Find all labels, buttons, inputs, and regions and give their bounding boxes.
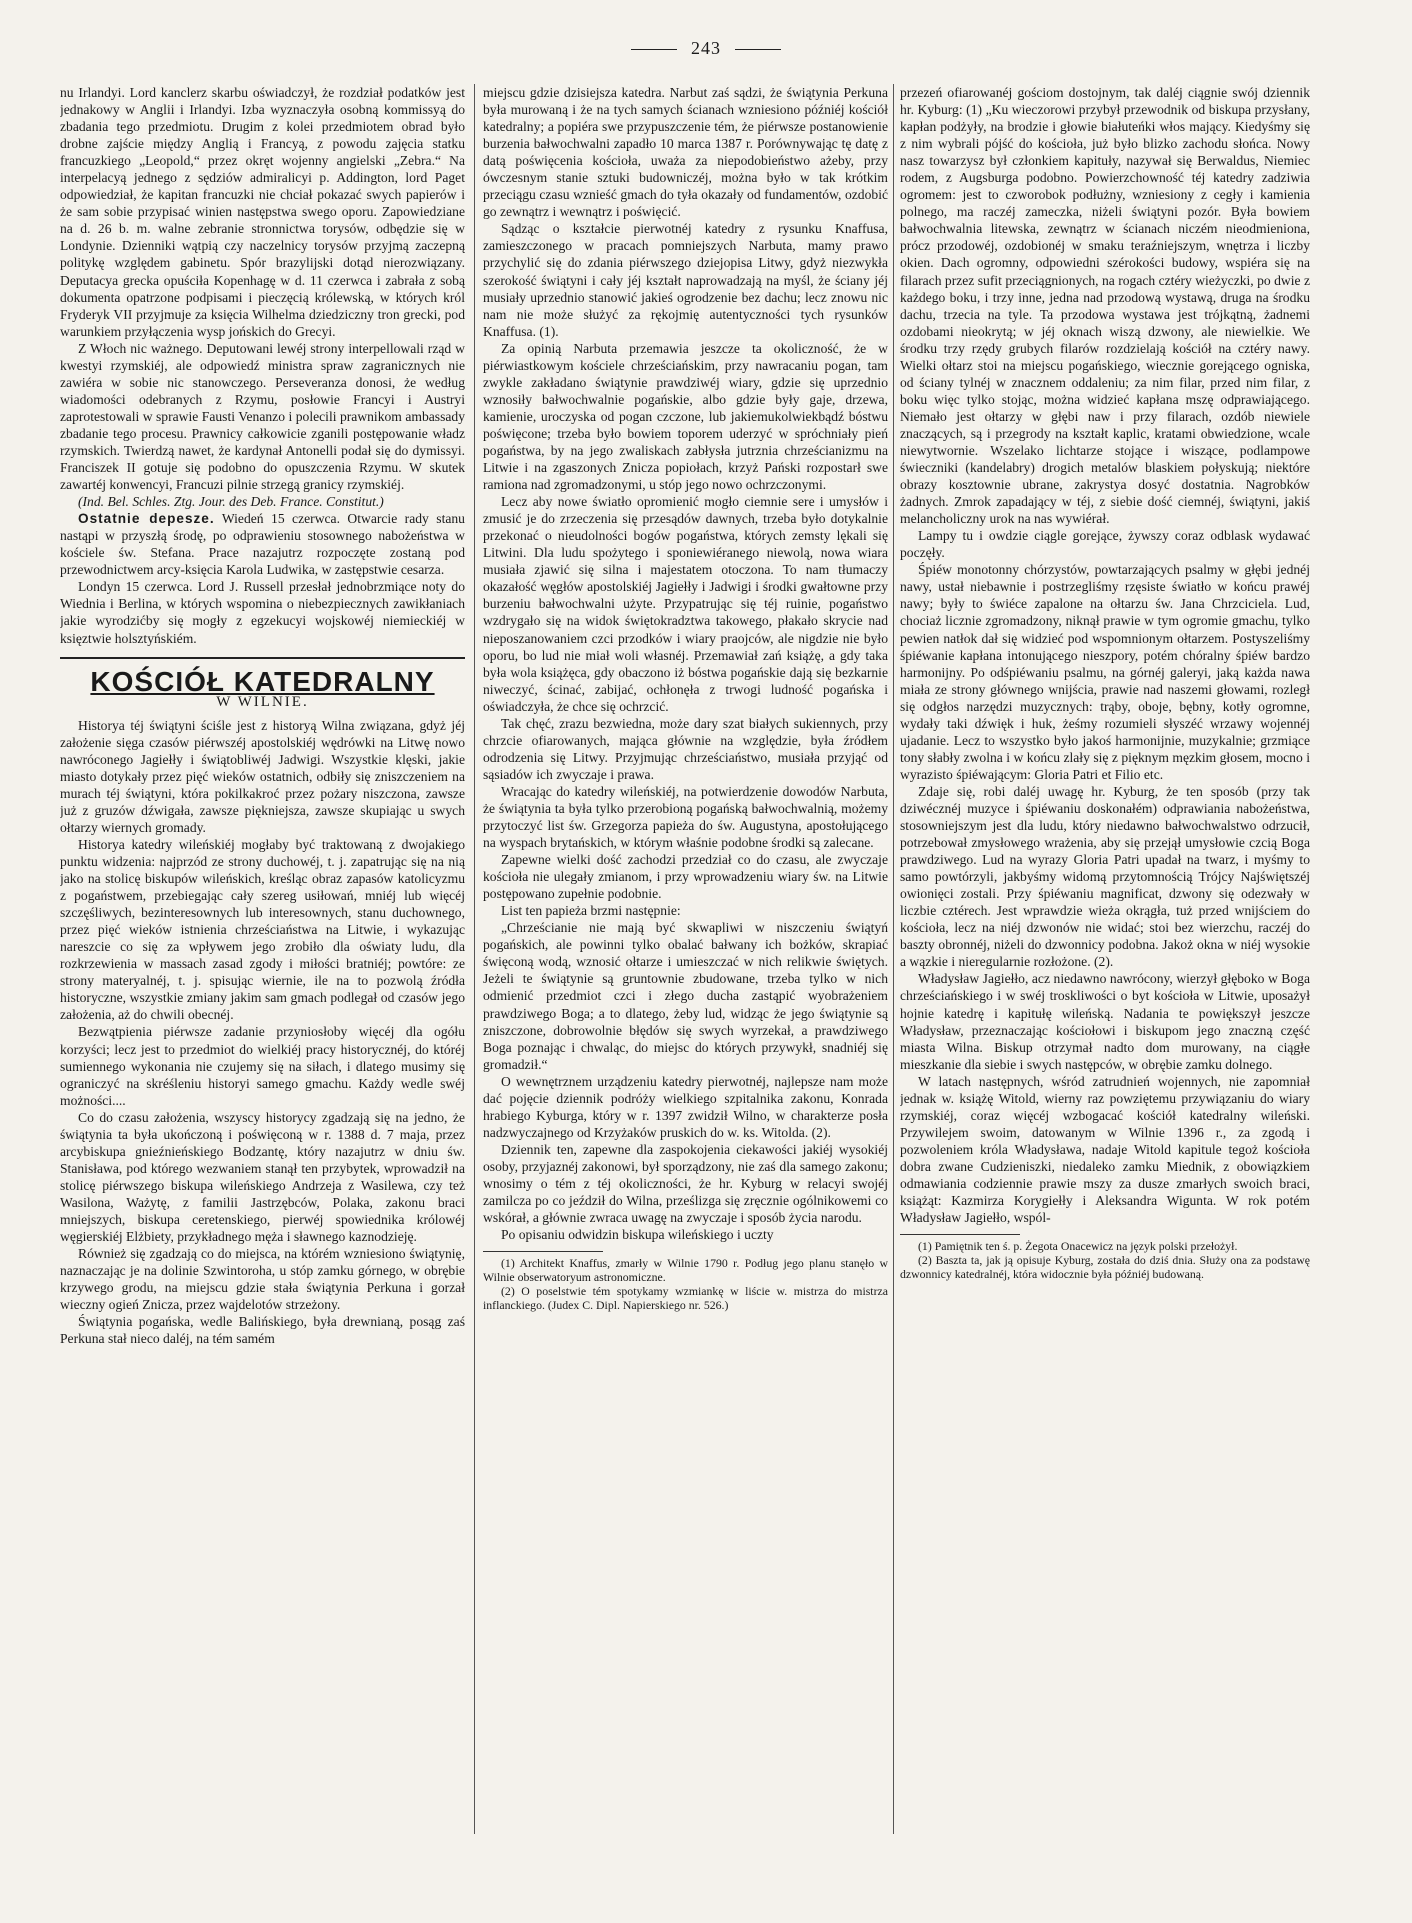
article-title: KOŚCIÓŁ KATEDRALNY — [90, 665, 435, 697]
article-paragraph: Świątynia pogańska, wedle Balińskiego, była drewnianą, posąg zaś Perkuna stał nieco daléj, na tém samém — [60, 1314, 465, 1347]
header-rule-right — [735, 49, 781, 50]
article-paragraph: miejscu gdzie dzisiejsza katedra. Narbut zaś sądzi, że świątynia Perkuna była murowaną i że na tych samych ścianach wzniesiono późniéj kościół katedralny; a popiéra swe przypuszczenie tém, że piérwsze postanowienie burzenia bałwochwalni zapadło 10 marca 1387 r. Porównywając tę datę z datą poświęcenia kościoła, uważa za niepodobieństwo ażeby, przy ówczesnym stanie sztuki budowniczéj, można było w tak krótkim przeciągu czasu wznieść gmach do tyła okazały od fundamentów, ozdobić go zewnątrz i wewnątrz i poświęcić. — [483, 85, 888, 220]
news-paragraph: nu Irlandyi. Lord kanclerz skarbu oświadczył, że rozdział podatków jest jednakowy w Anglii i Irlandyi. Izba wyznaczyła osobną kommissyą do zbadania tego przedmiotu. Drugim z kolei przedmiotem obrad było drobne zajście między Anglią i Francyą, z powodu zajęcia statku francuzkiego „Leopold,“ przez okręt wojenny angielski „Zebra.“ Na interpelacyą jednego z sędziów admiralicyi p. Addington, lord Paget odpowiedział, że kapitan francuzki nie chciał pokazać swych papierów i że sam sobie przypisać winien następstwa swego oporu. Zapowiedziane na d. 26 b. m. walne zebranie stronnictwa torysów, odbędzie się w Londynie. Dzienniki wątpią czy naczelnicy torysów przyjmą zaczepną politykę względem gabinetu. Spór brazylijski dotąd nierozwiązany. Deputacya grecka opuściła Kopenhagę w d. 11 czerwca i zabrała z sobą dokumenta opatrzone podpisami i pieczęcią królewską, w których król Fryderyk VII przyjmuje za księcia Wilhelma dziedziczny tron grecki, pod warunkiem przyłączenia wysp jońskich do Grecyi. — [60, 85, 465, 339]
article-paragraph: Dziennik ten, zapewne dla zaspokojenia ciekawości jakiéj wysokiéj osoby, przyjaznéj zakonowi, był sporządzony, nie zaś dla samego zakonu; wnosimy o tém z téj okoliczności, że hr. Kyburg w relacyi swojéj zamilcza po co jeździł do Wilna, prześlizga się zręcznie ogólnikowemi co wskórał, a głównie zwraca uwagę na zwyczaje i sposób życia narodu. — [483, 1141, 888, 1226]
footnote-rule — [900, 1234, 1020, 1235]
footnote: (2) O poselstwie tém spotykamy wzmiankę w liście w. mistrza do mistrza inflanckiego. (Judex C. Dipl. Napierskiego nr. 526.) — [483, 1284, 888, 1313]
column-2 — [483, 84, 888, 1834]
footnote-rule — [483, 1251, 603, 1252]
article-paragraph: W latach następnych, wśród zatrudnień wojennych, nie zapomniał jednak w. książę Witold, wierny raz powziętemu przywiązaniu do wiary rzymskiéj, coraz więcéj wzbogacać kościół katedralny wileński. Przywilejem swoim, datowanym w Wilnie 1396 r., za zgodą i pozwoleniem króla Władysława, nadaje Witold kapitule tegoż kościoła dobra zwane Cudzieniszki, niedaleko zamku Miednik, z obowiązkiem odmawiania codziennie prawie mszy za dusze zmarłych swoich braci, książąt: Kazmirza Korygiełły i Aleksandra Wigunta. W rok potém Władysław Jagiełło, wspól- — [900, 1073, 1310, 1226]
article-paragraph: Po opisaniu odwidzin biskupa wileńskiego i uczty — [501, 1227, 774, 1243]
article-paragraph: Również się zgadzają co do miejsca, na którém wzniesiono świątynię, naznaczając je na dolinie Szwintoroha, u stóp zamku górnego, w obrębie krzywego grodu, na miejscu gdzie stała świątynia Perkuna i gorzał wieczny ogień Znicza, przez wajdelotów strzeżony. — [60, 1246, 465, 1313]
column-3 — [900, 84, 1310, 1834]
article-paragraph: Za opinią Narbuta przemawia jeszcze ta okoliczność, że w piérwiastkowym kościele chrześciańskim, przy nawracaniu pogan, tam zwykle zakładano świątynie prawdziwéj wiary, gdzie się uprzednio wznosiły bałwochwalnie pogańskie, albo gdzie były gaje, drzewa, kamienie, uroczyska od pogan czczone, lub jakiemukolwiekbądź bóstwu poświęcone; trzeba było bowiem toporem uderzyć w spróchniały pień pogaństwa, by na jego zwaliskach zabłysła jutrznia chrześcianizmu na Litwie i na zgaszonych Znicza popiołach, krzyż Pański rozpostarł swe ramiona nad zgromadzonymi, u stóp jego nowo ochrzczonymi. — [483, 340, 888, 493]
section-divider — [60, 657, 465, 659]
article-paragraph: Lampy tu i owdzie ciągle gorejące, żywszy coraz odblask wydawać poczęły. — [900, 528, 1310, 561]
dispatches-label: Ostatnie depesze. — [78, 511, 215, 527]
page-number-text: 243 — [691, 38, 721, 58]
article-paragraph: Historya katedry wileńskiéj mogłaby być traktowaną z dwojakiego punktu widzenia: najprzód ze strony duchowéj, t. j. zapatrując się na nią jako na stolicę biskupów wileńskich, kreśląc obraz zapasów katolicyzmu z pogaństwem, przebiegając cały szereg usiłowań, mniéj lub więcéj szczęśliwych, bezinteresownych lub interesownych, stanu duchownego, przez pięć wieków istnienia chrześciaństwa na Litwie, i wykazując nareszcie co się za wpływem jego zrobiło dla oświaty ludu, dla rozkrzewienia w massach zasad zgody i miłości bratniéj; powtóre: ze strony materyalnéj, t. j. spisując wiernie, ile na to pozwolą źródła historyczne, wszystkie zmiany jakim sam gmach podlegał od czasów jego założenia, aż do chwili obecnéj. — [60, 836, 465, 1023]
news-source — [60, 493, 465, 510]
article-paragraph: Władysław Jagiełło, acz niedawno nawrócony, wierzył głęboko w Boga chrześciańskiego i w swéj troskliwości o byt kościoła w Litwie, uposażył hojnie katedrę i kapitułę wileńską. Nadania te powiększył jeszcze Władysław, przeznaczając kościołowi i biskupom jego znaczną część miasta Wilna. Biskup otrzymał nadto dom murowany, na ciągłe mieszkanie dla siebie i swych następców, w obrębie zamku dolnego. — [900, 971, 1310, 1072]
column-rule-1 — [474, 84, 475, 1834]
article-paragraph: Historya téj świątyni ściśle jest z historyą Wilna związana, gdyż jéj założenie sięga czasów piérwszéj apostolskiéj wędrówki na Litwę nowo nawróconego Jagiełły i świątobliwéj Jadwigi. Wszystkie klęski, jakie miasto dotykały przez pięć wieków ostatnich, odbiły się zniszczeniem na murach téj świątyni, która pokilkakroć przez pożary niszczona, zawsze już z gruzów dźwigała, zawsze piękniejsza, zawsze skupiając u swych ołtarzy wiernych gromady. — [60, 717, 465, 835]
page-number — [0, 38, 1412, 59]
dispatches-text: Wiedeń 15 czerwca. Otwarcie rady stanu nastąpi w przyszłą środę, po odprawieniu stosownego nabożeństwa w kościele św. Stefana. Prace nazajutrz rozpoczęte zostaną pod przewodnictwem arcy-księcia Karola Ludwika, w zastępstwie cesarza. — [60, 511, 465, 578]
header-rule-left — [631, 49, 677, 50]
quoted-letter: „Chrześcianie nie mają być skwapliwi w niszczeniu świątyń pogańskich, ale powinni tylko obalać bałwany ich bożków, skrapiać święconą wodą, wznosić ołtarze i umieszczać w nich relikwie świętych. Jeżeli te świątynie są gruntownie zbudowane, trzeba tylko w nich odmienić przedmiot czci i złego ducha zastąpić wyobrażeniem prawdziwego Boga; a to dlatego, żeby lud, widząc że jego świątynie są zniszczone, dobrowolnie błędów się swych wyrzekał, a prawdziwego Boga poznając i chwaląc, do miejsc do których przywykł, snadniéj się gromadził.“ — [483, 920, 888, 1072]
column-1 — [60, 84, 465, 1834]
article-paragraph: Co do czasu założenia, wszyscy historycy zgadzają się na jedno, że świątynia ta była ukończoną i poświęconą w r. 1388 d. 7 maja, przez arcybiskupa gnieźnieńskiego Bodzantę, który nazajutrz w dniu św. Stanisława, pod którego wezwaniem stanął ten przybytek, wprowadził na stolicę piérwszego biskupa wileńskiego Andrzeja z Wasilewa, czy też Wasilona, Ważytę, z familii Jastrzębców, Polaka, zakonu braci mniejszych, biskupa ceretenskiego, pierwéj spowiednika królowéj węgierskiéj Elżbiety, przykładnego męża i sławnego kaznodzieję. — [60, 1109, 465, 1245]
news-paragraph: Londyn 15 czerwca. Lord J. Russell przesłał jednobrzmiące noty do Wiednia i Berlina, w których wspomina o niebezpiecznych zawikłaniach jakie wyrodzićby się mogły z egzekucyi wojskowéj niemieckiéj w księztwie holsztyńskiém. — [60, 579, 465, 646]
article-paragraph: O wewnętrznem urządzeniu katedry pierwotnéj, najlepsze nam może dać pojęcie dziennik podróży wielkiego szpitalnika zakonu, Konrada hrabiego Kyburga, który w r. 1397 zwidził Wilno, w charakterze posła nadzwyczajnego od Krzyżaków pruskich do w. ks. Witolda. (2). — [483, 1073, 888, 1140]
latest-dispatches — [60, 510, 465, 578]
source-text: (Ind. Bel. Schles. Ztg. Jour. des Deb. France. Constitut.) — [78, 494, 384, 510]
article-paragraph: List ten papieża brzmi następnie: — [501, 903, 681, 919]
article-paragraph: Tak chęć, zrazu bezwiedna, może dary szat białych sukiennych, przy chrzcie ofiarowanych, mająca głównie na względzie, była źródłem odrodzenia się Litwy. Przyjmując chrześciaństwo, musiała przyjąć od sąsiadów ich zwyczaje i prawa. — [483, 715, 888, 782]
article-paragraph: Bezwątpienia piérwsze zadanie przyniosłoby więcéj dla ogółu korzyści; lecz jest to przedmiot do wielkiéj pracy historycznéj, do któréj sumiennego wykonania nie czujemy się na siłach, i dlatego musimy się ograniczyć na skréśleniu historyi samego gmachu. Każdy wedle swéj możności.... — [60, 1024, 465, 1108]
footnote: (1) Architekt Knaffus, zmarły w Wilnie 1790 r. Podług jego planu stanęło w Wilnie obserwatoryum astronomiczne. — [483, 1256, 888, 1285]
article-paragraph: Zapewne wielki dość zachodzi przedział co do czasu, ale zwyczaje kościoła nie ulegały zmianom, i przy wprowadzeniu wiary św. na Litwie postępowano zupełnie podobnie. — [483, 852, 888, 902]
news-paragraph: Z Włoch nic ważnego. Deputowani lewéj strony interpellowali rząd w kwestyi rzymskiéj, ale odpowiedź ministra spraw zagranicznych nie zawiéra w sobie nic stanowczego. Perseveranza donosi, że według wiadomości odebranych z Rzymu, posłowie Francyi i Austryi zaprotestowali w sprawie Fausti Venanzo i polecili prawnikom ambassady zbadanie tego procesu. Prawnicy całkowicie zganili postępowanie władz rzymskich. Twierdzą nawet, że kardynał Antonelli podał się do dymissyi. Franciszek II gotuje się podobno do opuszczenia Rzymu. W skutek zawartéj konwencyi, Francuzi pilnie strzegą granicy rzymskiéj. — [60, 340, 465, 493]
article-paragraph: Śpiéw monotonny chórzystów, powtarzających psalmy w głębi jednéj nawy, ustał niebawnie i postrzegliśmy rzęsiste światło w końcu prawéj nawy; były to świéce zapalone na ołtarzu św. Jana Chrzciciela. Lud, chociaż licznie zgromadzony, niknął prawie w tym ogromie gmachu, tylko pewien natłok dał się widzieć pod wspomnionym ołtarzem. Postyszeliśmy śpiéwanie kapłana intonującego nieszpory, potém chóralny śpiéw bardzo harmonijny. Po odśpiéwaniu psalmu, na górnéj galeryi, jaką każda nawa miała ze strony głównego wnijścia, prawie nad naszemi głowami, rozległ się odgłos narzędzi muzycznych: trąby, oboje, bębny, kotły ogromne, wydały taki dźwięk i huk, żeśmy rozumieli słyszéć wrzawy wojennéj ujadanie. Lecz to wszystko było jakoś harmonijnie, muzykalnie; grzmiące tony słabły zwolna i w końcu zlały się z pięknym męzkim głosem, mocno i wyrazisto śpiéwającym: Gloria Patri et Filio etc. — [900, 562, 1310, 782]
article-paragraph: Wracając do katedry wileńskiéj, na potwierdzenie dowodów Narbuta, że świątynia ta była tylko przerobioną pogańską bałwochwalnią, możemy przytoczyć list św. Grzegorza papieża do św. Augustyna, apostołującego na wyspach brytańskich, w którym właśnie podobne środki są zalecane. — [483, 783, 888, 851]
article-paragraph: Zdaje się, robi daléj uwagę hr. Kyburg, że ten sposób (przy tak dziwécznéj muzyce i śpiéwaniu doskonałém) odprawiania nabożeństwa, stosowniejszym jest dla ludu, który niedawno bałwochwalstwo odrzucił, potrzebował zmysłowego wrażenia, aby się przejął umysłowie czcią Boga prawdziwego. Lud na wyrazy Gloria Patri upadał na twarz, i myśmy to samo powtórzyli, jakbyśmy widomą przytomnością Trójcy Najświętszéj owionięci zostali. Przy śpiéwaniu magnificat, dzwony się odezwały w liczbie cztérech. Jest wprawdzie wieża okrągła, tuż przed wnijściem do kościoła, lecz na niéj dzwonów nie widać; stoi bez wierzchu, raczéj do baszty obronnéj, niżeli do dzwonnicy podobna. Jakoż okna w niéj wysokie a wązkie i nieregularnie rozłożone. (2). — [900, 783, 1310, 970]
article-paragraph: Sądząc o kształcie pierwotnéj katedry z rysunku Knaffusa, zamieszczonego w pracach pomniejszych Narbuta, mamy prawo przychylić się do zdania piérwszego dziejopisa Litwy, gdyż niezwykła szerokość świątyni i cały jéj kształt naprowadzają na myśl, że ściany jéj musiały uprzednio stanowić jakieś ogrodzenie bez dachu; lecz znowu nic nam nie może służyć za rękojmię autentyczności tych rysunków Knaffusa. (1). — [483, 221, 888, 339]
footnote: (2) Baszta ta, jak ją opisuje Kyburg, została do dziś dnia. Służy ona za podstawę dzwonnicy katedralnéj, która widocznie była późniéj budowaną. — [900, 1253, 1310, 1282]
footnote: (1) Pamiętnik ten ś. p. Żegota Onacewicz na język polski przełożył. — [918, 1239, 1238, 1254]
article-paragraph: Lecz aby nowe światło opromienić mogło ciemnie sere i umysłów i zmusić je do zrzeczenia się przesądów dawnych, trzeba było dotykalnie przekonać o nieudolności bogów pogaństwa, których zemsty lękali się Litwini. Dla ludu spożytego i sponiewiéranego niewolą, nowa wiara musiała zjawić się silna i majestatem otoczona. To nam tłumaczy okazałość węgłów apostolskiéj Jagiełły i Jadwigi i środki gwałtowne przy burzeniu bałwochwalni użyte. Przypatrując się téj ruinie, pogaństwo wzdrygało się na widok świętokradztwa takowego, płakało skrycie nad nieposzanowaniem czci przodków i wiary praojców, ale nigdzie nie było oporu, bo lud nie miał woli własnéj. Przemawiał zań książę, a gdy taka była wola książęca, gdy obaczono iż bóstwa pogańskie dają się bezkarnie niweczyć, ścinać, zabijać, ochłonęła z trwogi ludność pogańska i oświadczyła, że chce się ochrzcić. — [483, 494, 888, 714]
article-paragraph: przezeń ofiarowanéj gościom dostojnym, tak daléj ciągnie swój dziennik hr. Kyburg: (1) „Ku wieczorowi przybył przewodnik od biskupa przysłany, kapłan podżyły, na brodzie i głowie białuteńki włos mający. Kiedyśmy się z nim wybrali pójść do kościoła, już było blizko zachodu słońca. Nowy nasz towarzysz był członkiem kapituły, nazywał się Berwaldus, Niemiec rodem, z Augsburga podobno. Powierzchowność téj katedry zadziwia ogromem: jest to czworobok podłużny, wzniesiony z cegły i kamienia polnego, ma raczéj zameczka, niżeli świątyni pozór. Była bowiem bałwochwalnia litewska, zewnątrz w ścianach niczém nieodmieniona, prócz przodowéj, ozdobionéj w smaku teraźniejszym, wnętrza i liczby okien. Dach ogromny, odpowiedni szérokości budowy, wspiéra się na filarach przez sufit przeciągnionych, na rogach cztéry wieżyczki, po dwie z każdego boku, i trzy inne, jedna nad przodową wystawą, druga na środku dachu, trzecia na tyle. Ta przodowa wystawa jest trójkątną, żadnemi ozdobami nieokrytą; w jéj oknach wiszą dzwony, ale niewielkie. We środku trzy rzędy grubych filarów rozdzielają kościół na cztéry nawy. Wielki ołtarz stoi na miejscu pogańskiego, wiecznie gorejącego ogniska, od ściany tylnéj w znacznem oddaleniu; za nim filar, przed nim filar, z boku więc tylko stojąc, można widzieć kapłana mszę odprawiającego. Niemało jest ołtarzy w głębi naw i przy filarach, ozdób niewiele znaczących, są i przegrody na kształt kaplic, kratami obwiedzione, wcale niewytwornie. Wszelako lichtarze stojące i wiszące, podlampowe świeczniki (kandelabry) drogich metalów blaskiem połyskują; niektóre obrazy kosztownie ubrane, zakrystya dosyć dostatnia. Nagrobków żadnych. Zmrok zapadający w téj, z siebie dość ciemnéj, świątyni, jakiś melancholiczny urok na nas wywiérał. — [900, 85, 1310, 527]
column-rule-2 — [893, 84, 894, 1834]
article-subtitle: W WILNIE. — [216, 693, 309, 710]
